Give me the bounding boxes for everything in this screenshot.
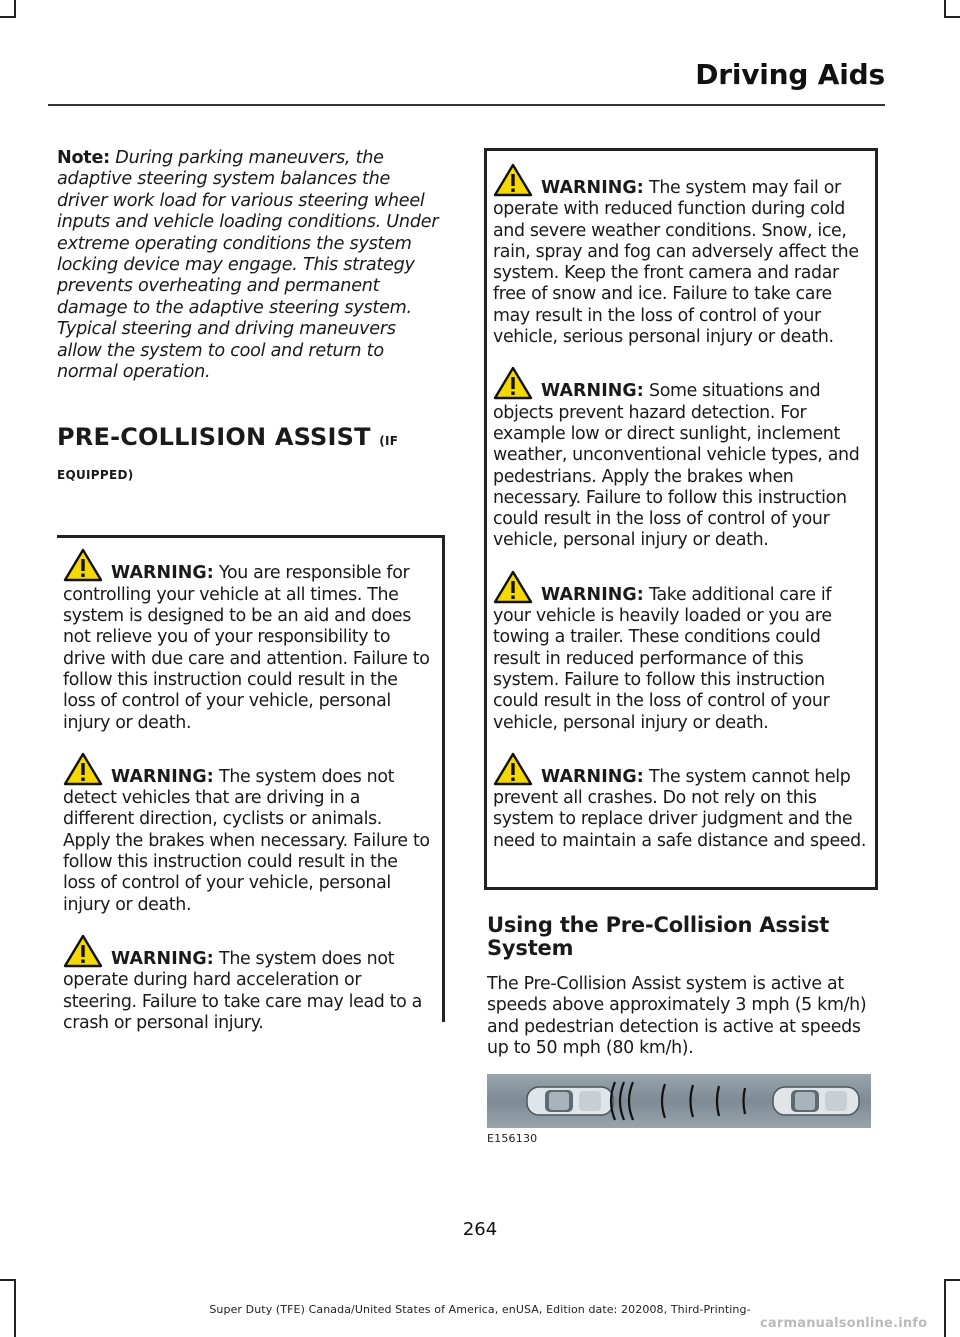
crop-mark [944,1279,960,1281]
warning-triangle-icon [63,934,107,968]
warning-label: WARNING: [541,766,644,787]
warning-triangle-icon [63,752,107,786]
figure-code: E156130 [487,1131,538,1145]
warning-triangle-icon [493,366,537,400]
vehicle-ahead-icon [773,1087,859,1115]
section-title-suffix: (IF [379,434,399,449]
warning-box [57,535,445,1033]
section-title-suffix-2: EQUIPPED) [57,468,134,483]
warning-label: WARNING: [111,766,214,787]
warning-text: The system may fail or operate with reduced function during cold and severe weather conditions. Snow, ice, rain, spray and fog can adversely affect the system. Keep the front camera and radar free of snow and ice. Failure to take care may result in the loss of control of your vehicle, serious personal injury or death. [493,178,859,348]
warning-triangle-icon [63,548,107,582]
warning-text: Take additional care if your vehicle is heavily loaded or you are towing a trailer. These conditions could result in reduced performance of this system. Failure to follow this instruction could result in the loss of control of your vehicle, personal injury or death. [493,584,832,733]
warning-text: The system cannot help prevent all crashes. Do not rely on this system to replace driver judgment and the need to maintain a safe distance and speed. [493,766,867,851]
warning-triangle-icon [493,570,537,604]
edition-footer: Super Duty (TFE) Canada/United States of America, enUSA, Edition date: 202008, Third-Printing- [209,1303,751,1316]
own-vehicle-icon [527,1087,613,1115]
note-label: Note: [57,148,110,168]
warning-label: WARNING: [111,563,214,584]
subsection-title: Using the Pre-Collision Assist System [487,913,830,960]
warning-block [493,752,867,852]
warning-block [63,548,434,733]
note-text: During parking maneuvers, the adaptive steering system balances the driver work load for various steering wheel inputs and vehicle loading conditions. Under extreme operating conditions the system locking device may engage. This strategy prevents overheating and permanent damage to the adaptive steering system. Typical steering and driving maneuvers allow the system to cool and return to normal operation. [57,148,439,383]
pre-collision-diagram [487,1074,871,1128]
header-rule [48,104,885,106]
warning-triangle-icon [493,163,537,197]
warning-box [484,148,878,890]
warning-triangle-icon [493,752,537,786]
warning-text: Some situations and objects prevent hazard detection. For example low or direct sunlight, inclement weather, unconventional vehicle types, and pedestrians. Apply the brakes when necessary. Failure to follow this instruction could result in the loss of control of your vehicle, personal injury or death. [493,381,860,551]
crop-mark [0,1279,16,1281]
crop-mark [944,16,960,18]
page-title: Driving Aids [695,58,885,91]
warning-block [493,366,867,551]
warning-label: WARNING: [111,948,214,969]
note-paragraph [57,148,445,383]
watermark: carmanualsonline.info [760,1316,928,1331]
body-paragraph: The Pre-Collision Assist system is active at speeds above approximately 3 mph (5 km/h) and pedestrian detection is active at speeds up to 50 mph (80 km/h). [487,974,867,1059]
warning-block [63,752,434,916]
page-number: 264 [462,1219,498,1240]
section-title [57,423,445,489]
right-column [487,148,878,1145]
warning-text: The system does not operate during hard acceleration or steering. Failure to take care may lead to a crash or personal injury. [63,948,422,1033]
warning-block [493,570,867,734]
pre-collision-illustration [487,1074,871,1128]
warning-label: WARNING: [541,178,644,198]
left-column [57,148,445,1033]
warning-text: The system does not detect vehicles that are driving in a different direction, cyclists or animals. Apply the brakes when necessary. Failure to follow this instruction could result in the loss of control of your vehicle, personal injury or death. [63,766,430,915]
warning-text: You are responsible for controlling your vehicle at all times. The system is designed to be an aid and does not relieve you of your responsibility to drive with due care and attention. Failure to follow this instruction could result in the loss of control of your vehicle, personal injury or death. [63,563,430,733]
crop-mark [0,16,16,18]
warning-label: WARNING: [541,584,644,605]
warning-block [493,163,867,348]
warning-label: WARNING: [541,381,644,402]
warning-block [63,934,434,1034]
section-title-text: PRE-COLLISION ASSIST [57,423,371,452]
